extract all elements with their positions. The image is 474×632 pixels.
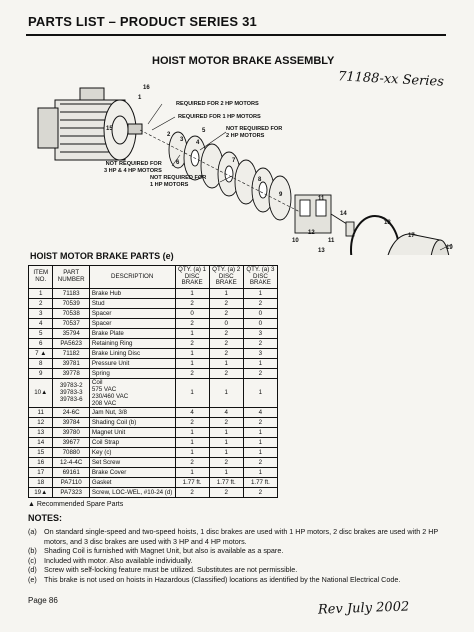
brake-cover-illustration [386,234,450,255]
cell-qty-2-disc: 0 [209,318,243,328]
cell-description: Set Screw [89,457,175,467]
cell-item-no: 7 ▲ [29,348,53,358]
cell-qty-3-disc: 1 [243,358,277,368]
cell-part-number: 39781 [53,358,89,368]
item-label-10: 10 [292,238,299,244]
cell-part-number: 71182 [53,348,89,358]
item-label-12: 12 [308,230,315,236]
cell-item-no: 13 [29,427,53,437]
cell-description: Pressure Unit [89,358,175,368]
cell-qty-1-disc: 4 [175,407,209,417]
table-row [29,338,278,348]
item-label-3: 3 [180,137,184,143]
assembly-title: HOIST MOTOR BRAKE ASSEMBLY [152,55,335,67]
table-row [29,298,278,308]
item-label-9: 9 [279,192,283,198]
item-label-8: 8 [258,177,262,183]
cell-description: Gasket [89,477,175,487]
col-qty-1-disc: QTY. (a) 1 DISC BRAKE [175,266,209,289]
cell-qty-2-disc: 2 [209,457,243,467]
cell-qty-1-disc: 1 [175,378,209,407]
callout-not-required-3hp-4hp: NOT REQUIRED FOR 3 HP & 4 HP MOTORS [104,161,162,174]
note-text: Screw with self-locking feature must be utilized. Substitutes are not permissible. [44,565,298,575]
cell-qty-3-disc: 2 [243,298,277,308]
handwritten-series-note: 71188-xx Series [337,69,445,90]
cell-item-no: 10▲ [29,378,53,407]
item-label-17: 17 [408,233,415,239]
table-row [29,328,278,338]
cell-description: Stud [89,298,175,308]
item-label-16: 16 [143,85,150,91]
cell-part-number: 70538 [53,308,89,318]
cell-qty-1-disc: 1.77 ft. [175,477,209,487]
note-item [28,546,458,556]
cell-qty-2-disc: 2 [209,298,243,308]
cell-part-number: 70880 [53,447,89,457]
cell-qty-2-disc: 1 [209,358,243,368]
cell-part-number: 39677 [53,437,89,447]
cell-part-number: 39778 [53,368,89,378]
cell-qty-3-disc: 2 [243,417,277,427]
cell-part-number: PA5623 [53,338,89,348]
note-label: (e) [28,574,37,584]
cell-description: Key (c) [89,447,175,457]
cell-qty-2-disc: 2 [209,368,243,378]
callout-not-required-1hp: NOT REQUIRED FOR 1 HP MOTORS [150,175,207,188]
cell-description: Coil Strap [89,437,175,447]
note-text: Shading Coil is furnished with Magnet Unit, but also is available as a spare. [44,546,284,556]
item-label-1: 1 [138,95,142,101]
cell-qty-1-disc: 2 [175,368,209,378]
parts-table-body [29,288,278,497]
cell-item-no: 6 [29,338,53,348]
cell-qty-2-disc: 1 [209,378,243,407]
cell-description: Brake Lining Disc [89,348,175,358]
col-part-number: PART NUMBER [53,266,89,289]
cell-qty-3-disc: 2 [243,338,277,348]
cell-description: Brake Hub [89,288,175,298]
item-label-5: 5 [202,128,206,134]
note-item [28,575,458,585]
handwritten-revision-stamp: Rev July 2002 [317,599,410,618]
cell-part-number: 39784 [53,417,89,427]
note-label: (d) [28,565,37,575]
table-row [29,358,278,368]
table-row [29,288,278,298]
cell-item-no: 18 [29,477,53,487]
parts-table-title: HOIST MOTOR BRAKE PARTS (e) [30,251,174,261]
cell-description: Screw, LOC-WEL, #10-24 (d) [89,487,175,497]
cell-qty-2-disc: 1 [209,427,243,437]
cell-description: Retaining Ring [89,338,175,348]
page-header-title: PARTS LIST – PRODUCT SERIES 31 [28,14,257,29]
cell-part-number: 69161 [53,467,89,477]
cell-qty-2-disc: 1.77 ft. [209,477,243,487]
item-label-11b: 11 [328,238,335,244]
cell-item-no: 3 [29,308,53,318]
cell-item-no: 17 [29,467,53,477]
cell-qty-3-disc: 0 [243,318,277,328]
item-label-18: 18 [384,220,391,226]
cell-description: Brake Cover [89,467,175,477]
cell-description: Spacer [89,318,175,328]
table-row [29,378,278,407]
note-item [28,565,458,575]
cell-qty-1-disc: 1 [175,467,209,477]
cell-part-number: 35794 [53,328,89,338]
note-label: (b) [28,546,37,556]
callout-required-2hp: REQUIRED FOR 2 HP MOTORS [176,101,259,107]
notes-list [28,527,458,585]
cell-qty-1-disc: 0 [175,308,209,318]
note-text: Included with motor. Also available individually. [44,555,193,565]
cell-item-no: 4 [29,318,53,328]
cell-description: Shading Coil (b) [89,417,175,427]
cell-qty-2-disc: 2 [209,328,243,338]
cell-item-no: 12 [29,417,53,427]
table-row [29,437,278,447]
cell-qty-2-disc: 1 [209,437,243,447]
item-label-7: 7 [232,158,236,164]
item-label-13: 13 [318,248,325,254]
cell-qty-1-disc: 1 [175,328,209,338]
cell-qty-2-disc: 1 [209,447,243,457]
cell-qty-1-disc: 1 [175,288,209,298]
cell-qty-3-disc: 3 [243,348,277,358]
cell-item-no: 16 [29,457,53,467]
cell-qty-3-disc: 1.77 ft. [243,477,277,487]
cell-qty-3-disc: 2 [243,457,277,467]
item-label-11a: 11 [318,196,325,202]
table-row [29,447,278,457]
item-label-4: 4 [196,140,200,146]
table-row [29,308,278,318]
table-header-row [29,266,278,289]
item-label-14: 14 [340,211,347,217]
cell-qty-3-disc: 1 [243,447,277,457]
cell-qty-2-disc: 2 [209,348,243,358]
cell-qty-1-disc: 2 [175,487,209,497]
table-row [29,477,278,487]
note-item [28,527,458,546]
table-row [29,487,278,497]
cell-qty-2-disc: 1 [209,288,243,298]
header-rule [26,34,446,36]
cell-part-number: 70539 [53,298,89,308]
cell-qty-2-disc: 2 [209,417,243,427]
cell-qty-1-disc: 1 [175,427,209,437]
cell-item-no: 14 [29,437,53,447]
cell-item-no: 8 [29,358,53,368]
cell-qty-3-disc: 4 [243,407,277,417]
cell-part-number: 39783-2 39783-3 39783-6 [53,378,89,407]
cell-description: Spring [89,368,175,378]
cell-qty-1-disc: 1 [175,348,209,358]
cell-description: Brake Plate [89,328,175,338]
item-label-15: 15 [106,126,113,132]
table-row [29,368,278,378]
cell-qty-1-disc: 2 [175,318,209,328]
cell-part-number: 70537 [53,318,89,328]
col-description: DESCRIPTION [89,266,175,289]
cell-qty-1-disc: 2 [175,457,209,467]
cell-description: Spacer [89,308,175,318]
notes-title: NOTES: [28,513,63,523]
cell-qty-3-disc: 1 [243,437,277,447]
table-row [29,417,278,427]
cell-qty-3-disc: 1 [243,467,277,477]
cell-qty-3-disc: 2 [243,368,277,378]
callout-not-required-2hp: NOT REQUIRED FOR 2 HP MOTORS [226,126,283,139]
cell-qty-1-disc: 2 [175,417,209,427]
col-qty-3-disc: QTY. (a) 3 DISC BRAKE [243,266,277,289]
cell-description: Magnet Unit [89,427,175,437]
item-label-19: 19 [446,245,453,251]
cell-item-no: 1 [29,288,53,298]
cell-item-no: 2 [29,298,53,308]
note-label: (c) [28,555,37,565]
cell-item-no: 5 [29,328,53,338]
cell-part-number: 39780 [53,427,89,437]
item-label-2: 2 [167,132,171,138]
cell-description: Jam Nut, 3/8 [89,407,175,417]
cell-qty-3-disc: 2 [243,487,277,497]
table-row [29,318,278,328]
cell-qty-1-disc: 1 [175,437,209,447]
cell-part-number: PA7323 [53,487,89,497]
cell-part-number: PA7110 [53,477,89,487]
col-qty-2-disc: QTY. (a) 2 DISC BRAKE [209,266,243,289]
cell-part-number: 24-6C [53,407,89,417]
note-label: (a) [28,527,37,536]
table-row [29,467,278,477]
cell-part-number: 12-4-4C [53,457,89,467]
cell-qty-3-disc: 1 [243,378,277,407]
cell-item-no: 11 [29,407,53,417]
cell-qty-1-disc: 2 [175,298,209,308]
motor-illustration [38,88,142,160]
cell-qty-2-disc: 1 [209,467,243,477]
cell-qty-2-disc: 4 [209,407,243,417]
col-item-no: ITEM NO. [29,266,53,289]
cell-item-no: 15 [29,447,53,457]
cell-item-no: 19▲ [29,487,53,497]
cell-part-number: 71183 [53,288,89,298]
cell-qty-3-disc: 0 [243,308,277,318]
table-row [29,427,278,437]
note-text: This brake is not used on hoists in Hazardous (Classified) locations as identified by the National Electrical Code. [44,574,401,584]
cell-qty-3-disc: 1 [243,427,277,437]
note-text: On standard single-speed and two-speed hoists, 1 disc brakes are used with 1 HP motors, 2 disc brakes are used with 2 HP motors, and 3 disc brakes are used with 3 HP and 4 HP motors. [44,527,439,546]
cell-qty-1-disc: 1 [175,358,209,368]
recommended-spare-legend: ▲ Recommended Spare Parts [28,501,124,508]
table-row [29,348,278,358]
cell-item-no: 9 [29,368,53,378]
callout-required-1hp: REQUIRED FOR 1 HP MOTORS [178,114,261,120]
page-number: Page 86 [28,596,58,605]
cell-description: Coil 575 VAC 230/460 VAC 208 VAC [89,378,175,407]
cell-qty-3-disc: 1 [243,288,277,298]
table-row [29,407,278,417]
table-row [29,457,278,467]
item-label-6: 6 [176,160,180,166]
cell-qty-2-disc: 2 [209,308,243,318]
cell-qty-2-disc: 2 [209,338,243,348]
cell-qty-2-disc: 2 [209,487,243,497]
cell-qty-3-disc: 3 [243,328,277,338]
cell-qty-1-disc: 2 [175,338,209,348]
cell-qty-1-disc: 1 [175,447,209,457]
note-item [28,556,458,566]
parts-table [28,265,278,498]
